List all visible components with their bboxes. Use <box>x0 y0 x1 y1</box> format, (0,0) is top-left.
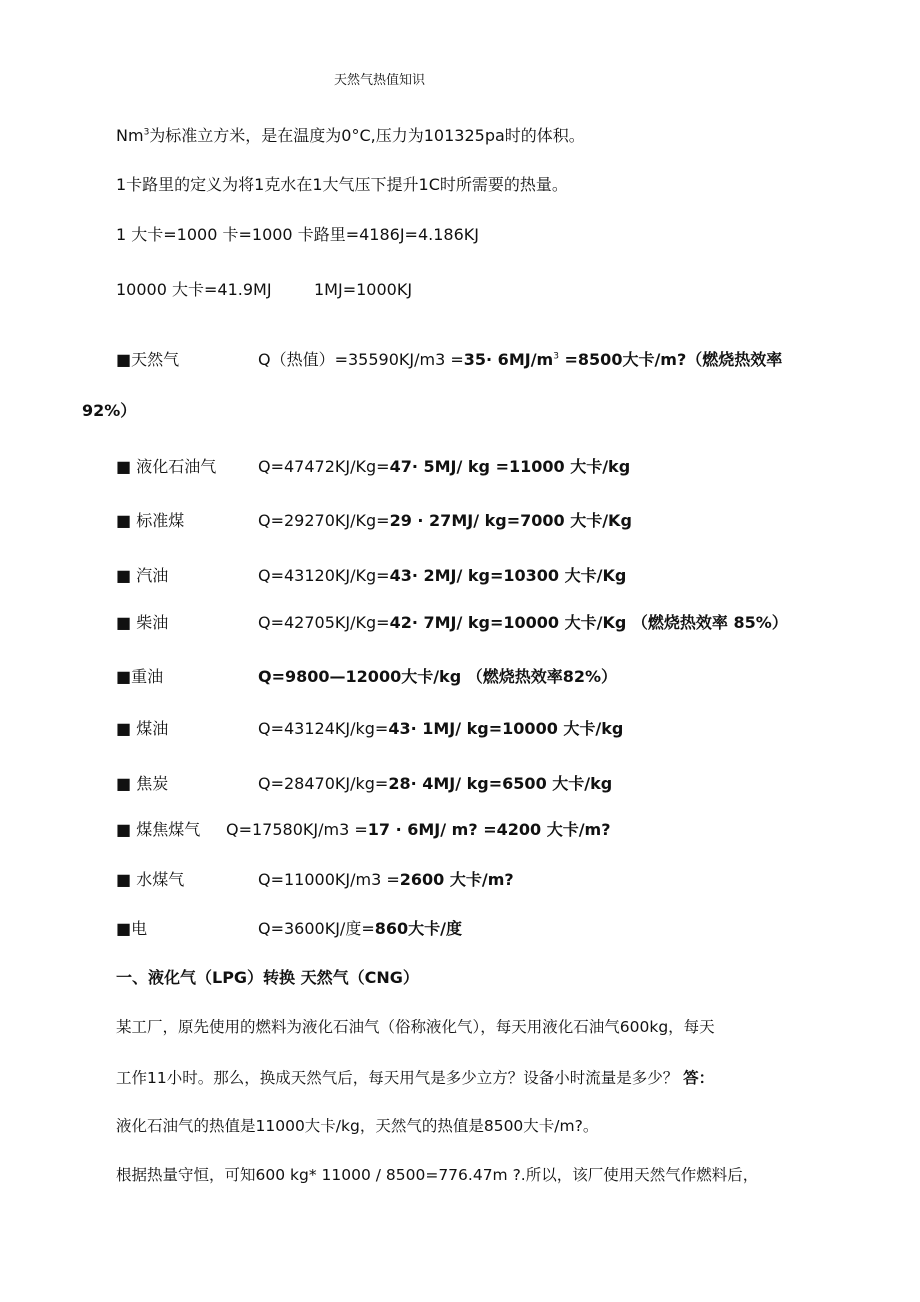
fuel-name: ■ 水煤气 <box>116 870 185 889</box>
fuel-name: ■重油 <box>116 667 164 686</box>
fuel-name: ■ 煤油 <box>116 719 169 738</box>
fuel-q-bold: 28· 4MJ/ kg=6500 大卡/kg <box>388 774 613 793</box>
fuel-name: ■ 汽油 <box>116 566 169 585</box>
fuel-q: Q=17580KJ/m3 = <box>226 820 368 839</box>
fuel-q: Q=11000KJ/m3 = <box>258 870 400 889</box>
fuel-q: Q=43120KJ/Kg= <box>258 566 390 585</box>
section-heading: 一、液化气（LPG）转换 天然气（CNG） <box>116 968 419 987</box>
fuel-q-bold: 43· 1MJ/ kg=10000 大卡/kg <box>388 719 624 738</box>
intro-line-1-a: Nm <box>116 126 144 145</box>
fuel-name: ■ 焦炭 <box>116 774 169 793</box>
intro-line-2: 1卡路里的定义为将1克水在1大气压下提升1C时所需要的热量。 <box>116 175 568 194</box>
fuel-q-bold: 2600 大卡/m? <box>399 870 514 889</box>
intro-line-4-b: 1MJ=1000KJ <box>314 280 413 299</box>
section-paragraph-line-2-text: 工作11小时。那么，换成天然气后，每天用气是多少立方？设备小时流量是多少？ <box>116 1069 684 1087</box>
section-paragraph-line-1: 某工厂，原先使用的燃料为液化石油气（俗称液化气），每天用液化石油气600kg，每天 <box>116 1018 715 1036</box>
fuel-value <box>258 457 630 477</box>
section-paragraph-line-3: 液化石油气的热值是11000大卡/kg，天然气的热值是8500大卡/m?。 <box>116 1117 599 1135</box>
fuel-row-natural-gas-wrap: 92%） <box>82 401 137 420</box>
intro-line-1-b: 为标准立方米，是在温度为0°C,压力为101325pa时的体积。 <box>149 126 585 145</box>
fuel-value <box>226 820 611 840</box>
section-paragraph-line-2 <box>116 1068 714 1088</box>
fuel-q-bold: 29 · 27MJ/ kg=7000 大卡/Kg <box>389 511 632 530</box>
fuel-value <box>258 774 612 794</box>
intro-line-4-a: 10000 大卡=41.9MJ <box>116 280 272 299</box>
fuel-value <box>258 919 462 939</box>
intro-line-4 <box>116 280 413 300</box>
fuel-name: ■ 煤焦煤气 <box>116 820 201 839</box>
fuel-name: ■ 柴油 <box>116 613 169 632</box>
fuel-q-bold-2: =8500大卡/m?（燃烧热效率 <box>558 350 783 369</box>
fuel-q-bold: 47· 5MJ/ kg =11000 大卡/kg <box>389 457 631 476</box>
fuel-value <box>258 613 788 633</box>
fuel-q: Q=42705KJ/Kg= <box>258 613 390 632</box>
fuel-name: ■电 <box>116 919 148 938</box>
fuel-q-sup: 3 <box>553 351 559 362</box>
fuel-value <box>258 870 514 890</box>
fuel-value <box>258 511 632 531</box>
fuel-name: ■ 液化石油气 <box>116 457 217 476</box>
fuel-value <box>258 350 782 370</box>
fuel-q-bold: 17 · 6MJ/ m? =4200 大卡/m? <box>367 820 611 839</box>
fuel-q: Q=3600KJ/度= <box>258 919 375 938</box>
fuel-q-bold: Q=9800—12000大卡/kg （燃烧热效率82%） <box>258 667 618 686</box>
intro-line-1-sup: 3 <box>143 127 150 138</box>
fuel-value <box>258 566 626 586</box>
fuel-name: ■天然气 <box>116 350 180 369</box>
intro-line-1 <box>116 126 585 146</box>
fuel-q: Q=29270KJ/Kg= <box>258 511 390 530</box>
fuel-q-bold: 35· 6MJ/m <box>463 350 554 369</box>
page-title: 天然气热值知识 <box>334 73 426 88</box>
fuel-q: Q=28470KJ/kg= <box>258 774 389 793</box>
intro-line-3: 1 大卡=1000 卡=1000 卡路里=4186J=4.186KJ <box>116 225 479 244</box>
fuel-q: Q=43124KJ/kg= <box>258 719 389 738</box>
fuel-q-bold: 860大卡/度 <box>374 919 462 938</box>
fuel-name: ■ 标准煤 <box>116 511 185 530</box>
fuel-q: Q（热值）=35590KJ/m3 = <box>258 350 464 369</box>
fuel-value <box>258 719 623 739</box>
fuel-q-bold: 43· 2MJ/ kg=10300 大卡/Kg <box>389 566 627 585</box>
section-paragraph-line-4: 根据热量守恒，可知600 kg* 11000 / 8500=776.47m ?.所以，该厂使用天然气作燃料后， <box>116 1166 759 1184</box>
fuel-q: Q=47472KJ/Kg= <box>258 457 390 476</box>
fuel-q-bold: 42· 7MJ/ kg=10000 大卡/Kg （燃烧热效率 85%） <box>389 613 788 632</box>
answer-label: 答： <box>683 1069 715 1087</box>
